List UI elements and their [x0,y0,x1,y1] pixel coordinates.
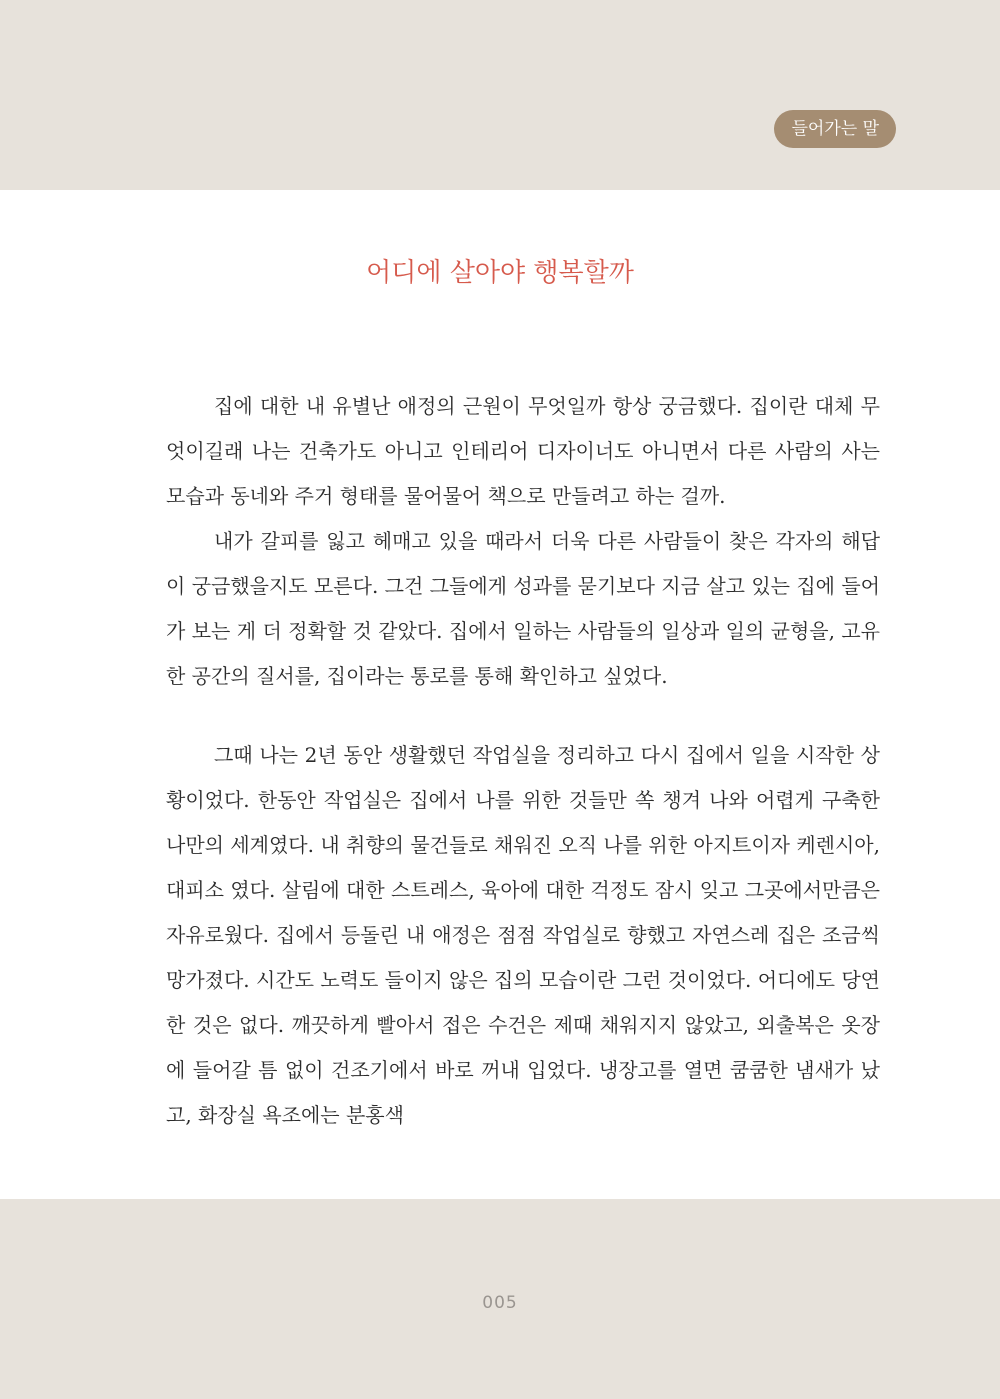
paragraph: 그때 나는 2년 동안 생활했던 작업실을 정리하고 다시 집에서 일을 시작한 상황이었다. 한동안 작업실은 집에서 나를 위한 것들만 쏙 챙겨 나와 어렵게 구축한 나만의 세계였다. 내 취향의 물건들로 채워진 오직 나를 위한 아지트이자 케렌시아, 대피소 였다. 살림에 대한 스트레스, 육아에 대한 걱정도 잠시 잊고 그곳에서만큼은 자유로웠다. 집에서 등돌린 내 애정은 점점 작업실로 향했고 자연스레 집은 조금씩 망가졌다. 시간도 노력도 들이지 않은 집의 모습이란 그런 것이었다. 어디에도 당연한 것은 없다. 깨끗하게 빨아서 접은 수건은 제때 채워지지 않았고, 외출복은 옷장에 들어갈 틈 없이 건조기에서 바로 꺼내 입었다. 냉장고를 열면 쿰쿰한 냄새가 났고, 화장실 욕조에는 분홍색 [166,743,880,1127]
chapter-title: 어디에 살아야 행복할까 [366,258,634,288]
body-text-block-1 [166,384,880,699]
header-band [0,0,1000,190]
body-text-block-2 [166,733,880,1138]
section-tag: 들어가는 말 [774,110,896,148]
paragraph: 내가 갈피를 잃고 헤매고 있을 때라서 더욱 다른 사람들이 찾은 각자의 해답이 궁금했을지도 모른다. 그건 그들에게 성과를 묻기보다 지금 살고 있는 집에 들어가 보는 게 더 정확할 것 같았다. 집에서 일하는 사람들의 일상과 일의 균형을, 고유한 공간의 질서를, 집이라는 통로를 통해 확인하고 싶었다. [166,529,880,688]
paragraph: 집에 대한 내 유별난 애정의 근원이 무엇일까 항상 궁금했다. 집이란 대체 무엇이길래 나는 건축가도 아니고 인테리어 디자이너도 아니면서 다른 사람의 사는 모습과 동네와 주거 형태를 물어물어 책으로 만들려고 하는 걸까. [166,394,880,508]
page-number: 005 [482,1293,518,1313]
